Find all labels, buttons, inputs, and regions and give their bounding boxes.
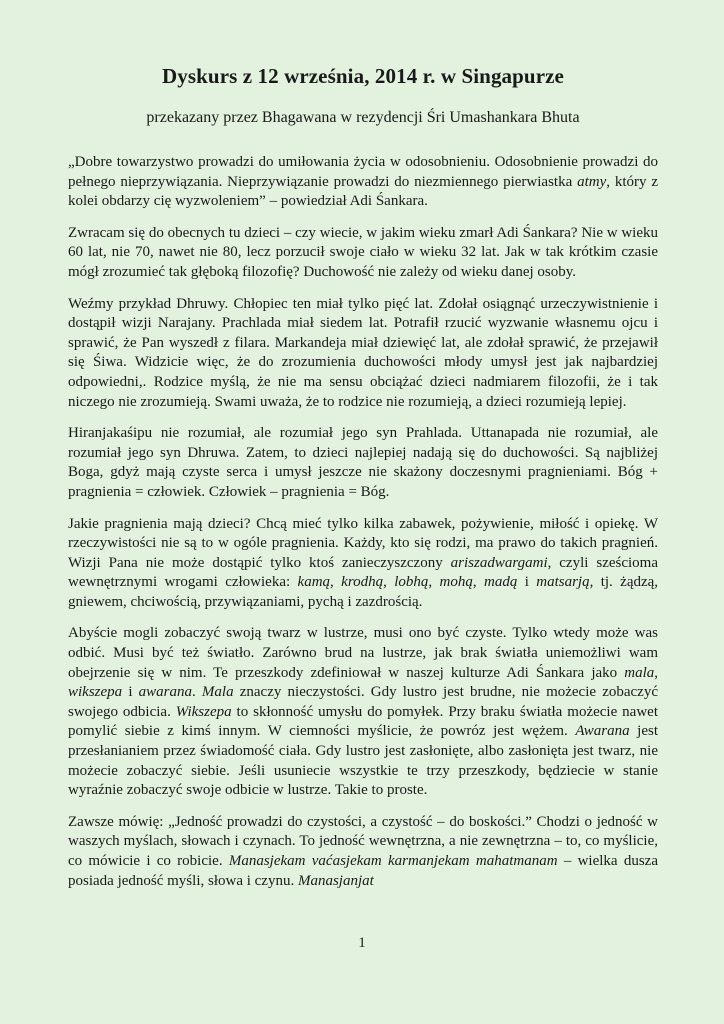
italic-term: Wikszepa	[175, 703, 232, 720]
text-run: ,	[472, 574, 484, 591]
text-run: .	[192, 684, 202, 701]
italic-term: matsarją	[536, 574, 590, 591]
paragraph	[68, 295, 658, 413]
italic-term: mohą	[439, 574, 473, 591]
italic-term: atmy	[577, 173, 607, 190]
italic-term: Awarana	[575, 723, 630, 740]
italic-term: Manasjekam vaćasjekam karmanjekam mahatmanam	[228, 853, 558, 869]
text-run: Jakie pragnienia mają dzieci? Chcą mieć tylko kilka zabawek, pożywienie, miłość i opiekę. W rzeczywistości nie są to w ogóle pragnienia. Każdy, kto się rodzi, ma prawo do takich pragnień. Wizji Pana nie może dostąpić tylko ktoś zanieczyszczony	[68, 515, 658, 571]
italic-term: lobhą	[394, 574, 429, 591]
italic-term: ariszadwargami	[450, 554, 548, 571]
text-run: Hiranjakaśipu nie rozumiał, ale rozumiał jego syn Prahlada. Uttanapada nie rozumiał, ale rozumiał jego syn Dhruwa. Zatem, to dzieci najlepiej nadają się do duchowości. Są najbliżej Boga, gdyż mają czyste serca i umysł jeszcze nie skażony doczesnymi pragnieniami. Bóg + pragnienia = człowiek. Człowiek – pragnienia = Bóg.	[68, 425, 658, 500]
text-run: i	[517, 574, 537, 591]
paragraph	[68, 424, 658, 502]
text-run: Zwracam się do obecnych tu dzieci – czy wiecie, w jakim wieku zmarł Adi Śankara? Nie w wieku 60 lat, nie 70, nawet nie 80, lecz porzucił swoje ciało w wieku 32 lat. Jak w tak krótkim czasie mógł zrozumieć tak głęboką filozofię? Duchowość nie zależy od wieku danej osoby.	[68, 224, 658, 280]
text-run: , który z kolei obdarzy cię wyzwoleniem” – powiedział Adi Śankara.	[68, 173, 658, 210]
text-run: , czyli sześcioma wewnętrznymi wrogami człowieka:	[68, 554, 658, 591]
document-body	[68, 153, 658, 891]
document-page	[68, 64, 658, 903]
text-run: – wielka dusza posiada jedność myśli, słowa i czynu.	[68, 853, 658, 889]
italic-term: kamą	[297, 574, 331, 591]
text-run: to skłonność umysłu do pomyłek. Przy braku światła możecie nawet pomylić siebie z kimś innym. W ciemności myślicie, że powróz jest wężem.	[68, 703, 658, 740]
text-run: jest przesłanianiem przez świadomość ciała. Gdy lustro jest zasłonięte, albo zasłonięta jest twarz, nie możecie zobaczyć siebie. Jeśli usuniecie wszystkie te trzy przeszkody, będziecie w stanie wyraźnie zobaczyć swoje odbicie w lustrze. Takie to proste.	[68, 723, 658, 799]
paragraph	[68, 624, 658, 800]
text-run: ,	[330, 574, 342, 591]
page-number: 1	[358, 935, 366, 951]
italic-term: madą	[484, 574, 518, 591]
italic-term: awarana	[138, 684, 192, 701]
text-run: Zawsze mówię: „Jedność prowadzi do czystości, a czystość – do boskości.” Chodzi o jedność w waszych myślach, słowach i czynach. To jedność wewnętrzna, a nie zewnętrzna – to, co myślicie, co mówicie i co robicie.	[68, 813, 658, 869]
paragraph	[68, 153, 658, 212]
italic-term: mala	[624, 664, 655, 681]
text-run: ,	[428, 574, 440, 591]
text-run: znaczy nieczystości. Gdy lustro jest brudne, nie możecie zobaczyć swojego odbicia.	[68, 684, 658, 720]
text-run: Weźmy przykład Dhruwy. Chłopiec ten miał tylko pięć lat. Zdołał osiągnąć urzeczywistnienie i dostąpił wizji Narajany. Prachlada miał siedem lat. Potrafił rzucić wyzwanie własnemu ojcu i sprawić, że Pan wyszedł z filara. Markandeja miał dziewięć lat, ale zdołał sprawić, że przejawił się Śiwa. Widzicie więc, że do zrozumienia duchowości młody umysł jest jak najbardziej odpowiedni,. Rodzice myślą, że nie ma sensu obciążać dzieci nadmiarem filozofii, że i tak niczego nie zrozumieją. Swami uważa, że to rodzice nie rozumieją, a dzieci rozumieją lepiej.	[68, 295, 658, 410]
paragraph	[68, 813, 658, 891]
text-run: i	[122, 684, 139, 701]
italic-term: Mala	[201, 684, 234, 701]
italic-term: Manasjanjat	[297, 872, 374, 889]
text-run: , tj. żądzą, gniewem, chciwością, przywiązaniami, pychą i zazdrością.	[68, 574, 659, 610]
italic-term: krodhą	[341, 574, 384, 591]
text-run: ,	[654, 664, 658, 681]
text-run: Abyście mogli zobaczyć swoją twarz w lustrze, musi ono być czyste. Tylko wtedy może was odbić. Musi być też światło. Zarówno brud na lustrze, jak brak światła uniemożliwi wam obejrzenie się w nim. Te przeszkody zdefiniował w naszej kulturze Adi Śankara jako	[68, 625, 658, 681]
paragraph	[68, 224, 658, 283]
text-run: „Dobre towarzystwo prowadzi do umiłowania życia w odosobnieniu. Odosobnienie prowadzi do pełnego nieprzywiązania. Nieprzywiązanie prowadzi do niezmiennego pierwiastka	[68, 154, 658, 190]
document-subtitle: przekazany przez Bhagawana w rezydencji Śri Umashankara Bhuta	[146, 109, 580, 126]
italic-term: wikszepa	[68, 684, 123, 701]
paragraph	[68, 515, 658, 613]
document-title: Dyskurs z 12 września, 2014 r. w Singapurze	[162, 64, 564, 88]
text-run: ,	[383, 574, 395, 591]
